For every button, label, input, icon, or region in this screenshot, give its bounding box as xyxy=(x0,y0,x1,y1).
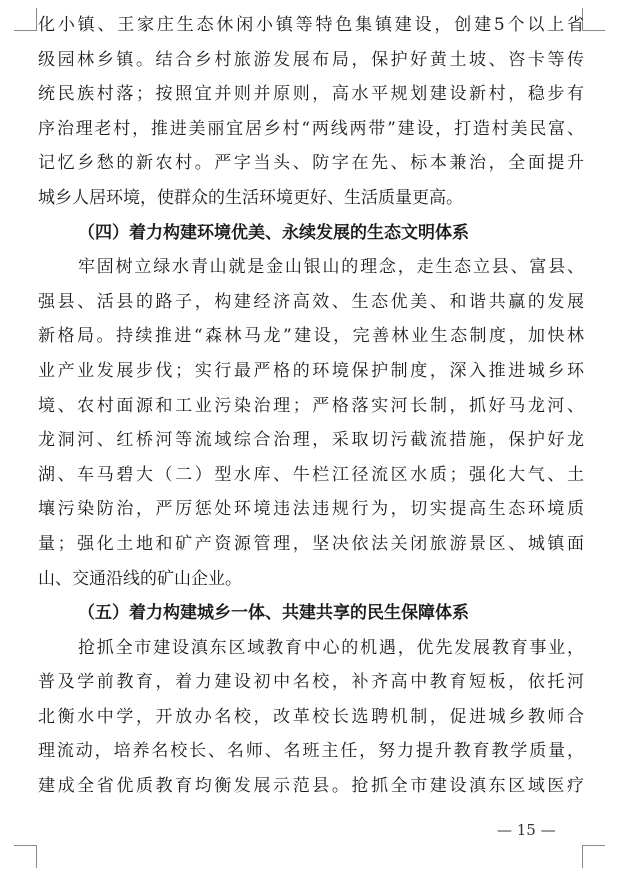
document-body xyxy=(38,8,584,804)
text-line: 抢抓全市建设滇东区域教育中心的机遇，优先发展教育事业， xyxy=(78,637,584,658)
text-line: 境、农村面源和工业污染治理；严格落实河长制，抓好马龙河、 xyxy=(38,395,584,416)
text-line: 湖、车马碧大（二）型水库、牛栏江径流区水质；强化大气、土 xyxy=(38,464,584,485)
text-line: 记忆乡愁的新农村。严字当头、防字在先、标本兼治，全面提升 xyxy=(38,153,584,174)
text-line: 理流动，培养名校长、名师、名班主任，努力提升教育教学质量， xyxy=(38,741,584,762)
text-line: 统民族村落；按照宜并则并原则，高水平规划建设新村，稳步有 xyxy=(38,84,584,105)
text-line: 业产业发展步伐；实行最严格的环境保护制度，深入推进城乡环 xyxy=(38,360,584,381)
crop-mark-bottom-right xyxy=(582,845,605,868)
text-line: 牢固树立绿水青山就是金山银山的理念，走生态立县、富县、 xyxy=(78,257,584,278)
crop-mark-top-right xyxy=(582,8,605,31)
text-line: 建成全省优质教育均衡发展示范县。抢抓全市建设滇东区域医疗 xyxy=(38,776,584,797)
text-line: 新格局。持续推进“森林马龙”建设，完善林业生态制度，加快林 xyxy=(38,326,584,347)
text-line: 级园林乡镇。结合乡村旅游发展布局，保护好黄土坡、咨卡等传 xyxy=(38,49,584,70)
crop-mark-top-left xyxy=(14,8,37,31)
text-line: 山、交通沿线的矿山企业。 xyxy=(38,568,242,589)
text-line: 序治理老村，推进美丽宜居乡村“两线两带”建设，打造村美民富、 xyxy=(38,118,584,139)
text-line: 壤污染防治，严厉惩处环境违法违规行为，切实提高生态环境质 xyxy=(38,499,584,520)
text-line: 龙洞河、红桥河等流域综合治理，采取切污截流措施，保护好龙 xyxy=(38,430,584,451)
text-line: 量；强化土地和矿产资源管理，坚决依法关闭旅游景区、城镇面 xyxy=(38,533,584,554)
text-line: 强县、活县的路子，构建经济高效、生态优美、和谐共赢的发展 xyxy=(38,291,584,312)
crop-mark-bottom-left xyxy=(14,845,37,868)
page-number: — 15 — xyxy=(497,821,556,839)
text-line: 城乡人居环境，使群众的生活环境更好、生活质量更高。 xyxy=(38,187,463,208)
text-line: 北衡水中学，开放办名校，改革校长选聘机制，促进城乡教师合 xyxy=(38,706,584,727)
section-heading: （四）着力构建环境优美、永续发展的生态文明体系 xyxy=(78,222,469,243)
text-line: 化小镇、王家庄生态休闲小镇等特色集镇建设，创建5个以上省 xyxy=(38,15,584,35)
text-line: 普及学前教育，着力建设初中名校，补齐高中教育短板，依托河 xyxy=(38,672,584,693)
section-heading: （五）着力构建城乡一体、共建共享的民生保障体系 xyxy=(78,603,469,624)
